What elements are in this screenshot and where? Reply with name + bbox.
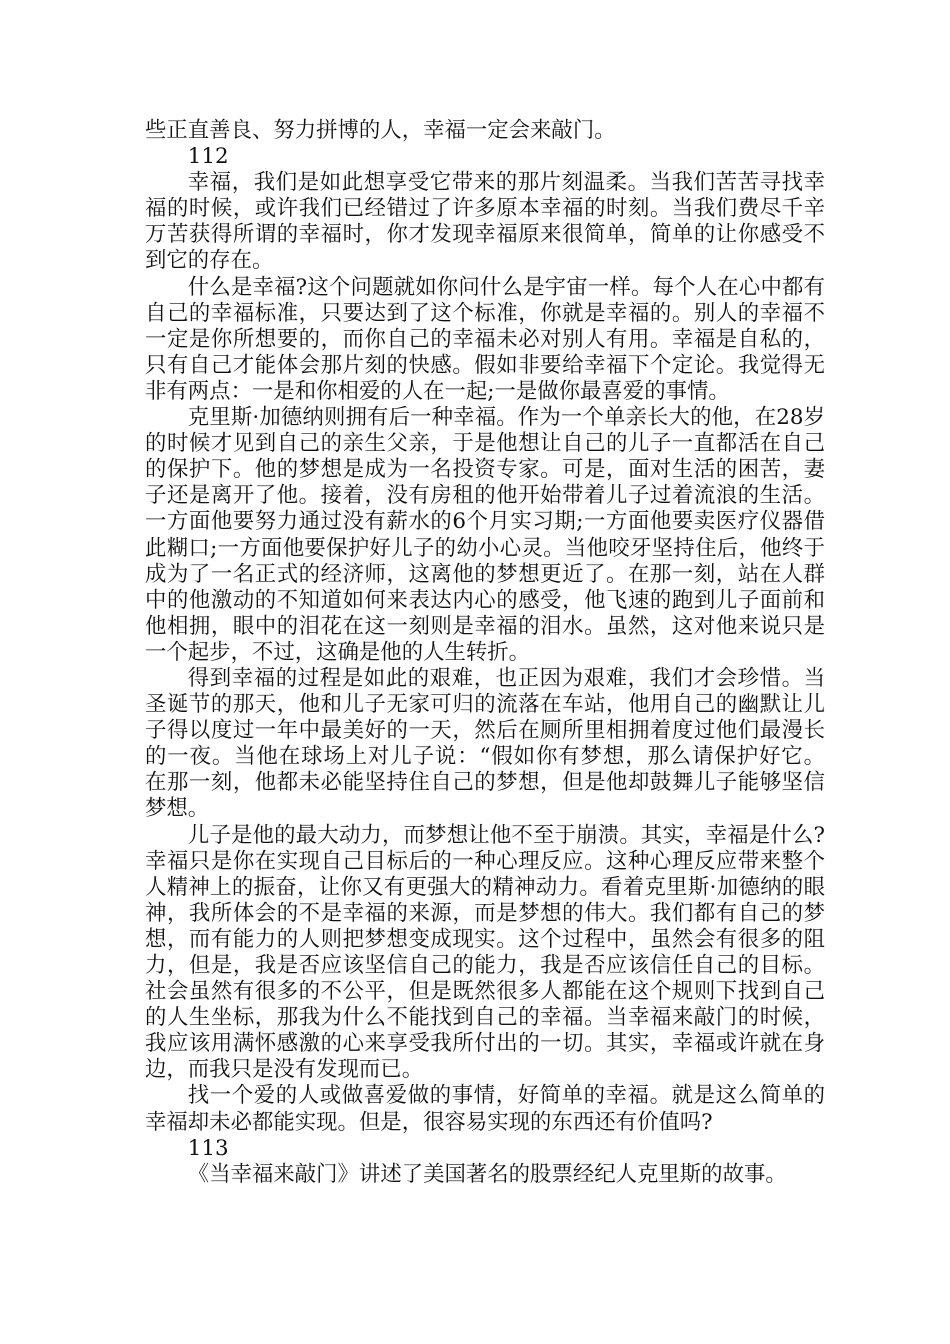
- paragraph: 什么是幸福?这个问题就如你问什么是宇宙一样。每个人在心中都有自己的幸福标准，只要达到了这个标准，你就是幸福的。别人的幸福不一定是你所想要的，而你自己的幸福未必对别人有用。幸福是自私的，只有自己才能体会那片刻的快感。假如非要给幸福下个定论。我觉得无非有两点：一是和你相爱的人在一起;一是做你最喜爱的事情。: [145, 274, 825, 404]
- paragraph: 儿子是他的最大动力，而梦想让他不至于崩溃。其实，幸福是什么?幸福只是你在实现自己目标后的一种心理反应。这种心理反应带来整个人精神上的振奋，让你又有更强大的精神动力。看着克里斯·加德纳的眼神，我所体会的不是幸福的来源，而是梦想的伟大。我们都有自己的梦想，而有能力的人则把梦想变成现实。这个过程中，虽然会有很多的阻力，但是，我是否应该坚信自己的能力，我是否应该信任自己的目标。社会虽然有很多的不公平，但是既然很多人都能在这个规则下找到自己的人生坐标，那我为什么不能找到自己的幸福。当幸福来敲门的时候，我应该用满怀感激的心来享受我所付出的一切。其实，幸福或许就在身边，而我只是没有发现而已。: [145, 822, 825, 1083]
- paragraph: 克里斯·加德纳则拥有后一种幸福。作为一个单亲长大的他，在28岁的时候才见到自己的亲生父亲，于是他想让自己的儿子一直都活在自己的保护下。他的梦想是成为一名投资专家。可是，面对生活的困苦，妻子还是离开了他。接着，没有房租的他开始带着儿子过着流浪的生活。一方面他要努力通过没有薪水的6个月实习期;一方面他要卖医疗仪器借此糊口;一方面他要保护好儿子的幼小心灵。当他咬牙坚持住后，他终于成为了一名正式的经济师，这离他的梦想更近了。在那一刻，站在人群中的他激动的不知道如何来表达内心的感受，他飞速的跑到儿子面前和他相拥，眼中的泪花在这一刻则是幸福的泪水。虽然，这对他来说只是一个起步，不过，这确是他的人生转折。: [145, 405, 825, 665]
- paragraph: 得到幸福的过程是如此的艰难，也正因为艰难，我们才会珍惜。当圣诞节的那天，他和儿子无家可归的流落在车站，他用自己的幽默让儿子得以度过一年中最美好的一天，然后在厕所里相拥着度过他们最漫长的一夜。当他在球场上对儿子说：“假如你有梦想，那么请保护好它。 在那一刻，他都未必能坚持住自己的梦想，但是他却鼓舞儿子能够坚信梦想。: [145, 665, 825, 822]
- paragraph-continuation: 些正直善良、努力拼博的人，幸福一定会来敲门。: [145, 118, 616, 143]
- paragraph: 幸福，我们是如此想享受它带来的那片刻温柔。当我们苦苦寻找幸福的时候，或许我们已经错过了许多原本幸福的时刻。当我们费尽千辛万苦获得所谓的幸福时，你才发现幸福原来很简单，简单的让你感受不到它的存在。: [145, 170, 825, 274]
- page-number: 113: [187, 1135, 229, 1161]
- paragraph: 找一个爱的人或做喜爱做的事情，好简单的幸福。就是这么简单的幸福却未必都能实现。但是，很容易实现的东西还有价值吗?: [145, 1083, 825, 1135]
- paragraph: 《当幸福来敲门》讲述了美国著名的股票经纪人克里斯的故事。: [187, 1161, 787, 1187]
- page-number: 112: [187, 144, 229, 170]
- document-page: [145, 118, 825, 1188]
